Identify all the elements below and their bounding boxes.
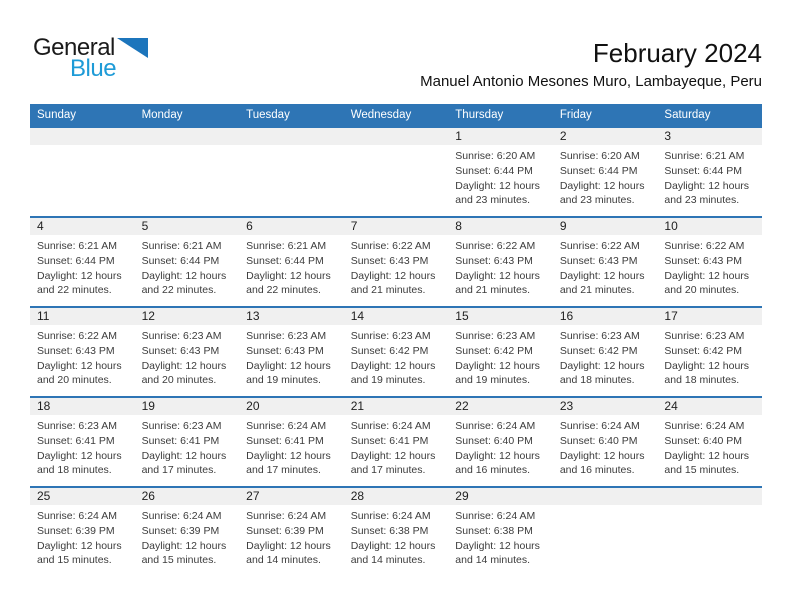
day-details bbox=[448, 505, 553, 568]
daylight-text: Daylight: 12 hours bbox=[455, 359, 540, 372]
daylight-text: Daylight: 12 hours bbox=[664, 269, 750, 282]
sunrise-text: Sunrise: 6:21 AM bbox=[141, 240, 222, 252]
day-cell-14 bbox=[344, 308, 449, 396]
day-cell-17 bbox=[657, 308, 762, 396]
sunset-text: Sunset: 6:40 PM bbox=[664, 434, 743, 447]
sunrise-text: Sunrise: 6:23 AM bbox=[350, 330, 431, 342]
daylight-text: Daylight: 12 hours bbox=[141, 269, 227, 282]
daylight-text-cont: and 21 minutes. bbox=[350, 284, 426, 297]
daylight-text-cont: and 18 minutes. bbox=[664, 374, 740, 387]
logo-text-general: General bbox=[33, 34, 115, 61]
day-number: 5 bbox=[135, 218, 240, 235]
weekday-header-saturday: Saturday bbox=[664, 109, 711, 121]
daylight-text-cont: and 19 minutes. bbox=[350, 374, 426, 387]
day-cell-19 bbox=[135, 398, 240, 486]
day-cell-1 bbox=[448, 128, 553, 216]
weekday-header-friday: Friday bbox=[559, 109, 592, 121]
sunset-text: Sunset: 6:44 PM bbox=[664, 164, 743, 177]
day-details bbox=[344, 505, 449, 568]
day-number: 3 bbox=[657, 128, 762, 145]
day-number: 19 bbox=[135, 398, 240, 415]
daylight-text-cont: and 23 minutes. bbox=[455, 194, 530, 207]
sunrise-text: Sunrise: 6:23 AM bbox=[246, 330, 327, 342]
sunset-text: Sunset: 6:40 PM bbox=[455, 434, 533, 447]
day-cell-empty bbox=[135, 128, 240, 216]
sunrise-text: Sunrise: 6:24 AM bbox=[37, 510, 117, 522]
sunset-text: Sunset: 6:41 PM bbox=[37, 434, 115, 447]
day-number: 12 bbox=[135, 308, 240, 325]
day-cell-28 bbox=[344, 488, 449, 576]
day-cell-18 bbox=[30, 398, 135, 486]
day-details bbox=[448, 145, 553, 208]
day-details bbox=[239, 235, 344, 298]
daylight-text: Daylight: 12 hours bbox=[246, 449, 331, 462]
sunrise-text: Sunrise: 6:23 AM bbox=[141, 330, 222, 342]
day-details bbox=[553, 505, 658, 509]
day-details bbox=[30, 235, 135, 298]
daylight-text-cont: and 15 minutes. bbox=[141, 554, 217, 567]
sunset-text: Sunset: 6:43 PM bbox=[246, 344, 324, 357]
day-number: 13 bbox=[239, 308, 344, 325]
daylight-text-cont: and 21 minutes. bbox=[455, 284, 530, 297]
day-cell-7 bbox=[344, 218, 449, 306]
day-details bbox=[239, 145, 344, 149]
day-cell-empty bbox=[344, 128, 449, 216]
day-details bbox=[657, 505, 762, 509]
sunset-text: Sunset: 6:39 PM bbox=[37, 524, 115, 537]
daylight-text: Daylight: 12 hours bbox=[141, 539, 227, 552]
sunrise-text: Sunrise: 6:23 AM bbox=[664, 330, 745, 342]
daylight-text-cont: and 18 minutes. bbox=[559, 374, 635, 387]
daylight-text: Daylight: 12 hours bbox=[246, 359, 331, 372]
sunset-text: Sunset: 6:41 PM bbox=[141, 434, 220, 447]
day-number: 7 bbox=[344, 218, 449, 235]
daylight-text-cont: and 23 minutes. bbox=[559, 194, 635, 207]
day-number bbox=[239, 128, 344, 145]
daylight-text: Daylight: 12 hours bbox=[350, 269, 436, 282]
sunset-text: Sunset: 6:38 PM bbox=[350, 524, 429, 537]
day-details bbox=[239, 505, 344, 568]
daylight-text-cont: and 21 minutes. bbox=[559, 284, 635, 297]
day-cell-16 bbox=[553, 308, 658, 396]
day-number bbox=[135, 128, 240, 145]
day-details bbox=[30, 415, 135, 478]
day-number: 24 bbox=[657, 398, 762, 415]
sunset-text: Sunset: 6:40 PM bbox=[559, 434, 638, 447]
daylight-text: Daylight: 12 hours bbox=[664, 449, 750, 462]
day-details bbox=[553, 235, 658, 298]
day-details bbox=[657, 325, 762, 388]
daylight-text-cont: and 17 minutes. bbox=[246, 464, 321, 477]
daylight-text: Daylight: 12 hours bbox=[455, 539, 540, 552]
day-details bbox=[30, 145, 135, 149]
sunrise-text: Sunrise: 6:20 AM bbox=[455, 150, 536, 162]
day-details bbox=[239, 415, 344, 478]
daylight-text-cont: and 20 minutes. bbox=[664, 284, 740, 297]
daylight-text-cont: and 14 minutes. bbox=[455, 554, 530, 567]
daylight-text-cont: and 15 minutes. bbox=[664, 464, 740, 477]
day-details bbox=[30, 325, 135, 388]
sunrise-text: Sunrise: 6:24 AM bbox=[141, 510, 222, 522]
day-number: 17 bbox=[657, 308, 762, 325]
daylight-text-cont: and 23 minutes. bbox=[664, 194, 740, 207]
day-cell-26 bbox=[135, 488, 240, 576]
sunrise-text: Sunrise: 6:22 AM bbox=[455, 240, 536, 252]
day-cell-6 bbox=[239, 218, 344, 306]
sunset-text: Sunset: 6:41 PM bbox=[350, 434, 429, 447]
sunrise-text: Sunrise: 6:21 AM bbox=[246, 240, 327, 252]
weekday-header-wednesday: Wednesday bbox=[350, 109, 412, 121]
weekday-header-tuesday: Tuesday bbox=[246, 109, 290, 121]
daylight-text-cont: and 16 minutes. bbox=[559, 464, 635, 477]
day-cell-2 bbox=[553, 128, 658, 216]
sunset-text: Sunset: 6:42 PM bbox=[350, 344, 429, 357]
sunset-text: Sunset: 6:43 PM bbox=[37, 344, 115, 357]
daylight-text: Daylight: 12 hours bbox=[455, 269, 540, 282]
day-cell-empty bbox=[239, 128, 344, 216]
daylight-text: Daylight: 12 hours bbox=[37, 449, 122, 462]
logo-text-blue: Blue bbox=[70, 55, 117, 82]
day-number: 23 bbox=[553, 398, 658, 415]
sunrise-text: Sunrise: 6:20 AM bbox=[559, 150, 640, 162]
sunrise-text: Sunrise: 6:23 AM bbox=[141, 420, 222, 432]
daylight-text-cont: and 19 minutes. bbox=[246, 374, 321, 387]
day-number bbox=[553, 488, 658, 505]
day-number: 10 bbox=[657, 218, 762, 235]
day-number: 26 bbox=[135, 488, 240, 505]
day-cell-12 bbox=[135, 308, 240, 396]
day-number: 20 bbox=[239, 398, 344, 415]
day-details bbox=[135, 235, 240, 298]
day-details bbox=[30, 505, 135, 568]
day-details bbox=[344, 145, 449, 149]
day-number: 28 bbox=[344, 488, 449, 505]
sunset-text: Sunset: 6:43 PM bbox=[141, 344, 220, 357]
day-cell-25 bbox=[30, 488, 135, 576]
day-details bbox=[553, 145, 658, 208]
sunset-text: Sunset: 6:44 PM bbox=[455, 164, 533, 177]
sunrise-text: Sunrise: 6:22 AM bbox=[350, 240, 431, 252]
general-blue-logo bbox=[33, 36, 148, 80]
sunrise-text: Sunrise: 6:21 AM bbox=[37, 240, 117, 252]
weekday-header-row bbox=[30, 104, 762, 126]
day-number: 11 bbox=[30, 308, 135, 325]
daylight-text: Daylight: 12 hours bbox=[559, 179, 645, 192]
daylight-text: Daylight: 12 hours bbox=[141, 449, 227, 462]
daylight-text-cont: and 20 minutes. bbox=[37, 374, 112, 387]
weekday-header-thursday: Thursday bbox=[455, 109, 504, 121]
day-cell-empty bbox=[657, 488, 762, 576]
day-details bbox=[344, 415, 449, 478]
daylight-text-cont: and 19 minutes. bbox=[455, 374, 530, 387]
daylight-text-cont: and 17 minutes. bbox=[350, 464, 426, 477]
day-number: 4 bbox=[30, 218, 135, 235]
daylight-text-cont: and 17 minutes. bbox=[141, 464, 217, 477]
daylight-text: Daylight: 12 hours bbox=[559, 269, 645, 282]
day-number bbox=[657, 488, 762, 505]
daylight-text-cont: and 20 minutes. bbox=[141, 374, 217, 387]
sunrise-text: Sunrise: 6:22 AM bbox=[37, 330, 117, 342]
sunrise-text: Sunrise: 6:21 AM bbox=[664, 150, 745, 162]
sunset-text: Sunset: 6:43 PM bbox=[559, 254, 638, 267]
daylight-text: Daylight: 12 hours bbox=[350, 539, 436, 552]
day-cell-29 bbox=[448, 488, 553, 576]
sunset-text: Sunset: 6:42 PM bbox=[559, 344, 638, 357]
daylight-text: Daylight: 12 hours bbox=[246, 269, 331, 282]
day-details bbox=[344, 235, 449, 298]
weeks-container bbox=[30, 126, 762, 576]
week-row bbox=[30, 126, 762, 216]
week-row bbox=[30, 396, 762, 486]
day-number bbox=[344, 128, 449, 145]
day-number: 25 bbox=[30, 488, 135, 505]
day-details bbox=[135, 145, 240, 149]
sunset-text: Sunset: 6:43 PM bbox=[350, 254, 429, 267]
day-cell-13 bbox=[239, 308, 344, 396]
weekday-header-monday: Monday bbox=[141, 109, 183, 121]
day-number: 1 bbox=[448, 128, 553, 145]
month-title: February 2024 bbox=[592, 38, 762, 68]
sunrise-text: Sunrise: 6:24 AM bbox=[350, 420, 431, 432]
daylight-text: Daylight: 12 hours bbox=[37, 539, 122, 552]
sunset-text: Sunset: 6:43 PM bbox=[455, 254, 533, 267]
sunrise-text: Sunrise: 6:24 AM bbox=[350, 510, 431, 522]
day-number: 15 bbox=[448, 308, 553, 325]
day-details bbox=[553, 325, 658, 388]
daylight-text: Daylight: 12 hours bbox=[350, 449, 436, 462]
daylight-text: Daylight: 12 hours bbox=[664, 359, 750, 372]
day-details bbox=[553, 415, 658, 478]
sunset-text: Sunset: 6:44 PM bbox=[246, 254, 324, 267]
daylight-text: Daylight: 12 hours bbox=[141, 359, 227, 372]
day-number: 22 bbox=[448, 398, 553, 415]
sunrise-text: Sunrise: 6:24 AM bbox=[664, 420, 745, 432]
daylight-text-cont: and 18 minutes. bbox=[37, 464, 112, 477]
sunrise-text: Sunrise: 6:24 AM bbox=[455, 510, 536, 522]
sunrise-text: Sunrise: 6:22 AM bbox=[664, 240, 745, 252]
sunset-text: Sunset: 6:44 PM bbox=[559, 164, 638, 177]
daylight-text: Daylight: 12 hours bbox=[559, 449, 645, 462]
sunset-text: Sunset: 6:39 PM bbox=[246, 524, 324, 537]
day-cell-4 bbox=[30, 218, 135, 306]
sunset-text: Sunset: 6:44 PM bbox=[141, 254, 220, 267]
sunset-text: Sunset: 6:39 PM bbox=[141, 524, 220, 537]
day-cell-22 bbox=[448, 398, 553, 486]
daylight-text: Daylight: 12 hours bbox=[37, 269, 122, 282]
week-row bbox=[30, 306, 762, 396]
daylight-text: Daylight: 12 hours bbox=[350, 359, 436, 372]
day-details bbox=[135, 325, 240, 388]
day-number: 27 bbox=[239, 488, 344, 505]
day-cell-8 bbox=[448, 218, 553, 306]
daylight-text: Daylight: 12 hours bbox=[246, 539, 331, 552]
daylight-text-cont: and 22 minutes. bbox=[141, 284, 217, 297]
daylight-text: Daylight: 12 hours bbox=[559, 359, 645, 372]
sunrise-text: Sunrise: 6:23 AM bbox=[559, 330, 640, 342]
sunrise-text: Sunrise: 6:23 AM bbox=[455, 330, 536, 342]
day-cell-empty bbox=[30, 128, 135, 216]
day-number: 9 bbox=[553, 218, 658, 235]
sunset-text: Sunset: 6:42 PM bbox=[455, 344, 533, 357]
day-cell-21 bbox=[344, 398, 449, 486]
daylight-text-cont: and 15 minutes. bbox=[37, 554, 112, 567]
day-cell-11 bbox=[30, 308, 135, 396]
weekday-header-sunday: Sunday bbox=[37, 109, 77, 121]
day-details bbox=[657, 415, 762, 478]
day-details bbox=[448, 235, 553, 298]
sunrise-text: Sunrise: 6:23 AM bbox=[37, 420, 117, 432]
day-cell-20 bbox=[239, 398, 344, 486]
day-number: 21 bbox=[344, 398, 449, 415]
day-number: 18 bbox=[30, 398, 135, 415]
daylight-text: Daylight: 12 hours bbox=[455, 179, 540, 192]
day-cell-5 bbox=[135, 218, 240, 306]
day-cell-15 bbox=[448, 308, 553, 396]
day-details bbox=[135, 415, 240, 478]
calendar-table bbox=[30, 104, 762, 576]
day-details bbox=[448, 325, 553, 388]
header-titles bbox=[420, 38, 762, 90]
day-cell-3 bbox=[657, 128, 762, 216]
day-details bbox=[448, 415, 553, 478]
day-number: 2 bbox=[553, 128, 658, 145]
daylight-text: Daylight: 12 hours bbox=[455, 449, 540, 462]
day-cell-24 bbox=[657, 398, 762, 486]
daylight-text-cont: and 14 minutes. bbox=[350, 554, 426, 567]
day-number: 6 bbox=[239, 218, 344, 235]
day-details bbox=[344, 325, 449, 388]
sunrise-text: Sunrise: 6:22 AM bbox=[559, 240, 640, 252]
day-number bbox=[30, 128, 135, 145]
daylight-text-cont: and 14 minutes. bbox=[246, 554, 321, 567]
logo-triangle-icon bbox=[117, 38, 148, 58]
day-details bbox=[657, 235, 762, 298]
daylight-text: Daylight: 12 hours bbox=[664, 179, 750, 192]
day-cell-empty bbox=[553, 488, 658, 576]
sunrise-text: Sunrise: 6:24 AM bbox=[246, 420, 327, 432]
week-row bbox=[30, 486, 762, 576]
sunset-text: Sunset: 6:44 PM bbox=[37, 254, 115, 267]
day-cell-10 bbox=[657, 218, 762, 306]
week-row bbox=[30, 216, 762, 306]
sunset-text: Sunset: 6:42 PM bbox=[664, 344, 743, 357]
sunrise-text: Sunrise: 6:24 AM bbox=[246, 510, 327, 522]
sunset-text: Sunset: 6:43 PM bbox=[664, 254, 743, 267]
daylight-text-cont: and 22 minutes. bbox=[37, 284, 112, 297]
day-cell-9 bbox=[553, 218, 658, 306]
sunrise-text: Sunrise: 6:24 AM bbox=[559, 420, 640, 432]
day-number: 16 bbox=[553, 308, 658, 325]
sunset-text: Sunset: 6:38 PM bbox=[455, 524, 533, 537]
day-details bbox=[657, 145, 762, 208]
day-cell-27 bbox=[239, 488, 344, 576]
sunrise-text: Sunrise: 6:24 AM bbox=[455, 420, 536, 432]
sunset-text: Sunset: 6:41 PM bbox=[246, 434, 324, 447]
day-cell-23 bbox=[553, 398, 658, 486]
location-subtitle: Manuel Antonio Mesones Muro, Lambayeque, Peru bbox=[420, 73, 762, 90]
day-number: 14 bbox=[344, 308, 449, 325]
day-number: 8 bbox=[448, 218, 553, 235]
daylight-text-cont: and 16 minutes. bbox=[455, 464, 530, 477]
daylight-text-cont: and 22 minutes. bbox=[246, 284, 321, 297]
day-details bbox=[135, 505, 240, 568]
day-number: 29 bbox=[448, 488, 553, 505]
day-details bbox=[239, 325, 344, 388]
daylight-text: Daylight: 12 hours bbox=[37, 359, 122, 372]
